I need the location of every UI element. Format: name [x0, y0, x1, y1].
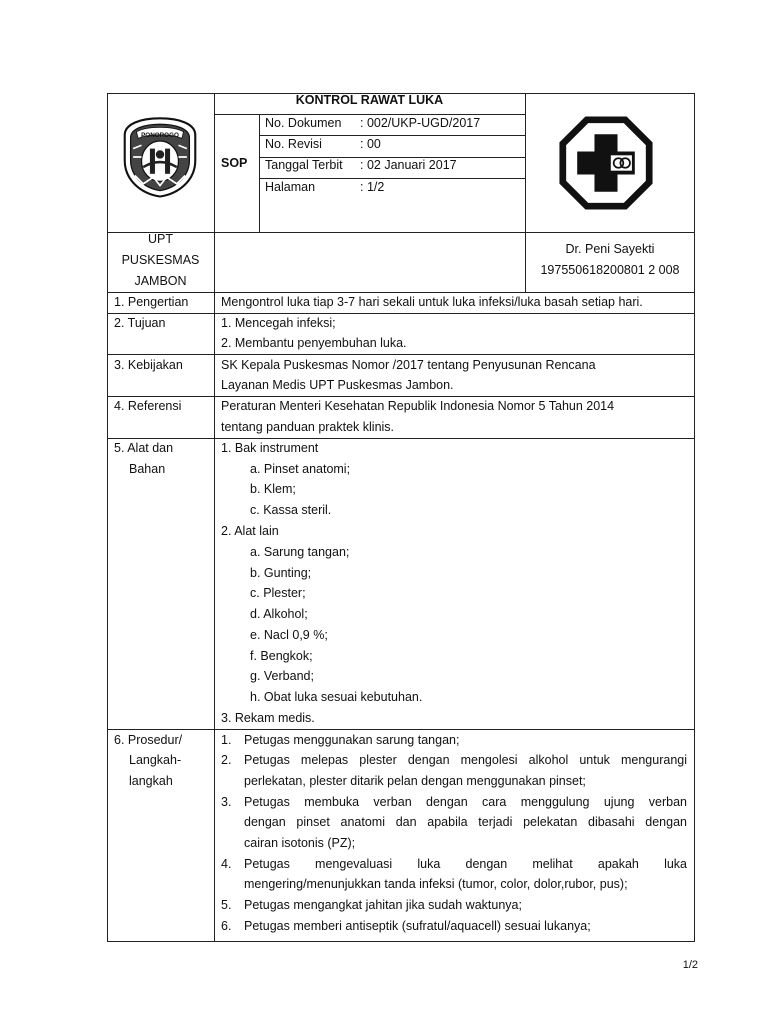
section-label-alat-line2: Bahan: [129, 462, 166, 476]
meta-value-no-revisi: : 00: [360, 137, 381, 151]
step-text: cairan isotonis (PZ);: [244, 836, 356, 850]
list-item: d. Alkohol;: [250, 607, 308, 621]
step-text: Petugas menggunakan sarung tangan;: [244, 733, 460, 747]
meta-label-tanggal-terbit: Tanggal Terbit: [265, 158, 343, 172]
section-label-kebijakan: 3. Kebijakan: [114, 358, 183, 372]
section-label-tujuan: 2. Tujuan: [114, 316, 166, 330]
list-item: 2. Membantu penyembuhan luka.: [221, 336, 407, 350]
section-label-prosedur-line3: langkah: [129, 774, 173, 788]
sop-label: SOP: [221, 156, 248, 170]
step-number: 4.: [221, 857, 232, 871]
meta-value-no-dokumen: : 002/UKP-UGD/2017: [360, 116, 481, 130]
step-text: perlekatan, plester ditarik pelan dengan menggunakan pinset;: [244, 774, 586, 788]
section-label-prosedur-line2: Langkah-: [129, 753, 182, 767]
list-item: a. Sarung tangan;: [250, 545, 350, 559]
pengertian-text: Mengontrol luka tiap 3-7 hari sekali untuk luka infeksi/luka basah setiap hari.: [221, 295, 643, 309]
divider: [107, 313, 695, 314]
org-name-line2: PUSKESMAS: [121, 253, 200, 267]
step-text: Petugas melepas plester dengan mengolesi alkohol untuk mengurangi: [244, 753, 687, 767]
kebijakan-line2: Layanan Medis UPT Puskesmas Jambon.: [221, 378, 454, 392]
divider: [107, 396, 695, 397]
document-title: KONTROL RAWAT LUKA: [295, 93, 444, 107]
list-heading: 2. Alat lain: [221, 524, 279, 538]
list-item: 1. Mencegah infeksi;: [221, 316, 336, 330]
divider: [107, 354, 695, 355]
step-text: Petugas membuka verban dengan cara menggulung ujung verban: [244, 795, 687, 809]
meta-value-tanggal-terbit: : 02 Januari 2017: [360, 158, 457, 172]
puskesmas-logo-icon: [558, 115, 654, 211]
page-number: 1/2: [682, 959, 698, 971]
list-item: h. Obat luka sesuai kebutuhan.: [250, 690, 423, 704]
signer-name: Dr. Peni Sayekti: [565, 242, 655, 256]
divider: [259, 114, 260, 232]
list-item: a. Pinset anatomi;: [250, 462, 351, 476]
referensi-line1: Peraturan Menteri Kesehatan Republik Indonesia Nomor 5 Tahun 2014: [221, 399, 615, 413]
list-item: e. Nacl 0,9 %;: [250, 628, 328, 642]
org-name-line1: UPT: [148, 232, 173, 246]
ponorogo-seal-icon: [118, 111, 202, 203]
meta-label-no-revisi: No. Revisi: [265, 137, 322, 151]
divider: [214, 93, 215, 942]
divider: [107, 729, 695, 730]
list-item: c. Plester;: [250, 586, 306, 600]
list-item: f. Bengkok;: [250, 649, 313, 663]
meta-value-halaman: : 1/2: [360, 180, 385, 194]
step-number: 1.: [221, 733, 232, 747]
seal-lettering: PONOROGO: [141, 131, 179, 139]
step-text: mengering/menunjukkan tanda infeksi (tumor, color, dolor,rubor, pus);: [244, 877, 628, 891]
list-heading: 1. Bak instrument: [221, 441, 319, 455]
list-item: g. Verband;: [250, 669, 314, 683]
step-number: 2.: [221, 753, 232, 767]
list-item: c. Kassa steril.: [250, 503, 332, 517]
meta-label-no-dokumen: No. Dokumen: [265, 116, 342, 130]
list-heading: 3. Rekam medis.: [221, 711, 315, 725]
section-label-alat: 5. Alat dan: [114, 441, 174, 455]
step-number: 5.: [221, 898, 232, 912]
list-item: b. Gunting;: [250, 566, 312, 580]
step-text: dengan pinset anatomi dan apabila terjadi pelekatan dibasahi dengan: [244, 815, 687, 829]
org-name-line3: JAMBON: [134, 274, 187, 288]
step-text: Petugas mengangkat jahitan jika sudah waktunya;: [244, 898, 522, 912]
step-number: 6.: [221, 919, 232, 933]
signer-nip: 197550618200801 2 008: [540, 263, 680, 277]
divider: [107, 438, 695, 439]
referensi-line2: tentang panduan praktek klinis.: [221, 420, 395, 434]
step-number: 3.: [221, 795, 232, 809]
step-text: Petugas memberi antiseptik (sufratul/aquacell) sesuai lukanya;: [244, 919, 591, 933]
section-label-prosedur: 6. Prosedur/: [114, 733, 183, 747]
list-item: b. Klem;: [250, 482, 296, 496]
section-label-pengertian: 1. Pengertian: [114, 295, 189, 309]
step-text: Petugas mengevaluasi luka dengan melihat apakah luka: [244, 857, 687, 871]
divider: [107, 292, 695, 293]
kebijakan-line1: SK Kepala Puskesmas Nomor /2017 tentang Penyusunan Rencana: [221, 358, 596, 372]
meta-label-halaman: Halaman: [265, 180, 316, 194]
section-label-referensi: 4. Referensi: [114, 399, 182, 413]
